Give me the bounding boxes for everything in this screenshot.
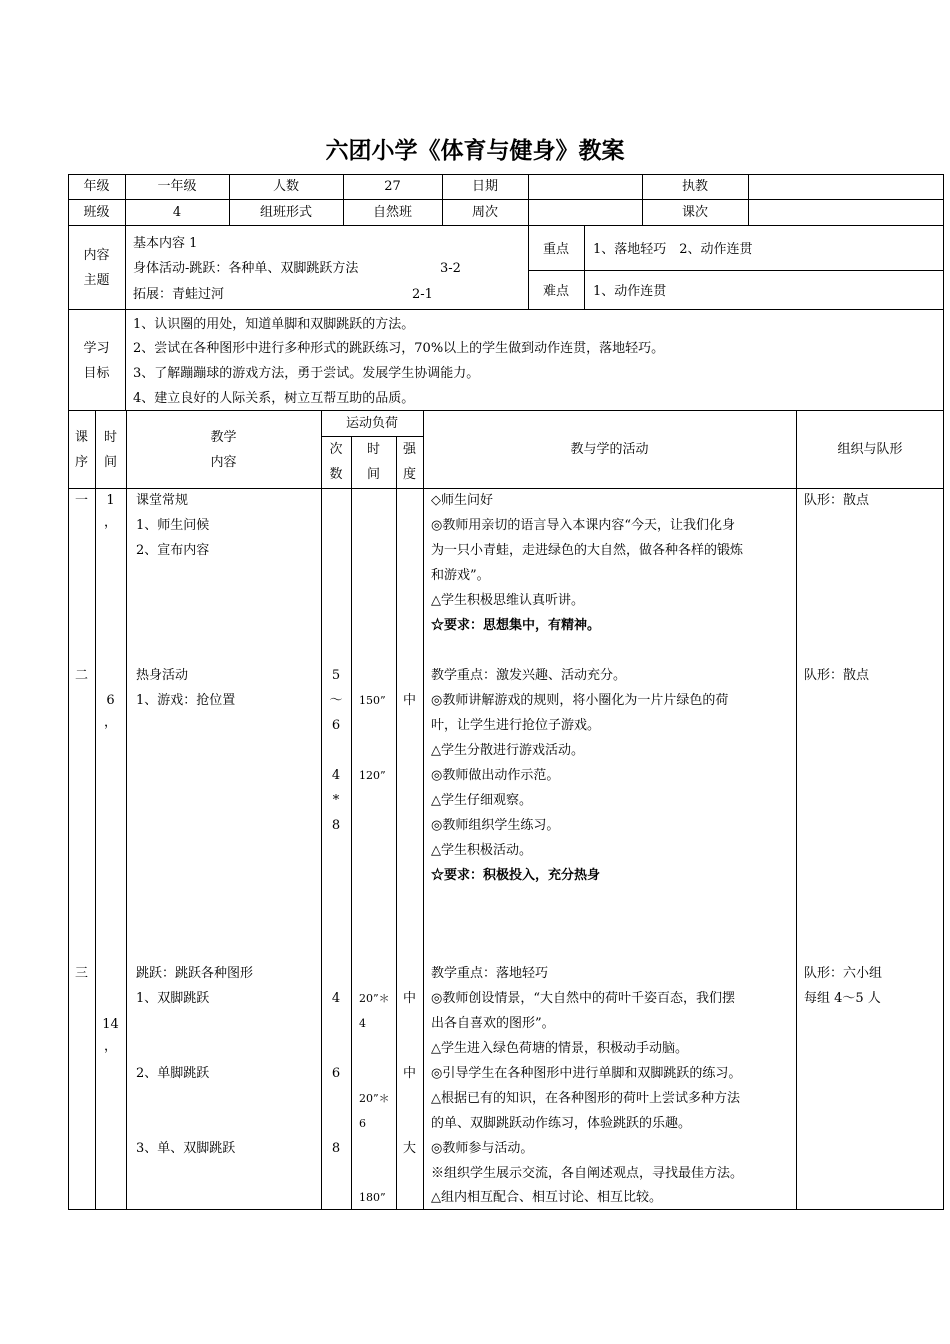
activity-line: ◎教师做出动作示范。 <box>431 768 560 783</box>
activity-line: ◎教师创设情景，“大自然中的荷叶千姿百态，我们摆 <box>431 991 735 1006</box>
section-time: ， <box>103 515 117 530</box>
count-value: 8 <box>331 1141 341 1156</box>
activity-line: 教学重点：激发兴趣、活动充分。 <box>431 668 627 683</box>
section-content: 跳跃：跳跃各种图形 <box>136 966 254 981</box>
goal-item: 4、建立良好的人际关系，树立互帮互助的品质。 <box>133 391 415 406</box>
requirement: ☆要求：思想集中，有精神。 <box>431 618 601 633</box>
activity-line: 为一只小青蛙，走进绿色的大自然，做各种各样的锻炼 <box>431 543 744 558</box>
count-value: 6 <box>331 718 341 733</box>
goal-item: 1、认识圈的用处，知道单脚和双脚跳跃的方法。 <box>133 317 415 332</box>
lesson-label: 课次 <box>681 205 708 220</box>
grade-label: 年级 <box>83 179 110 194</box>
rule <box>396 436 397 1210</box>
activity-line: △学生进入绿色荷塘的情景，积极动手动脑。 <box>431 1041 688 1056</box>
intensity-value: 中 <box>402 693 416 708</box>
header-load: 运动负荷 <box>345 416 398 431</box>
duration-value: 20”＊ <box>359 992 390 1005</box>
activity-line: 的单、双脚跳跃动作练习，体验跳跃的乐趣。 <box>431 1116 692 1131</box>
org-line: 队形：散点 <box>804 493 870 508</box>
lesson-plan-table <box>68 174 944 1210</box>
rule <box>584 225 585 309</box>
header-time: 间 <box>103 455 117 470</box>
difficulty-label: 难点 <box>542 284 569 299</box>
section-content: 1、双脚跳跃 <box>136 991 210 1006</box>
duration-value: 6 <box>359 1117 366 1130</box>
header-duration: 间 <box>366 467 380 482</box>
section-time: 6 <box>106 693 115 708</box>
section-content: 3、单、双脚跳跃 <box>136 1141 236 1156</box>
teacher-label: 执教 <box>681 179 708 194</box>
content-line: 基本内容 1 <box>133 236 198 251</box>
requirement: ☆要求：积极投入，充分热身 <box>431 868 601 883</box>
rule <box>351 436 352 1210</box>
week-label: 周次 <box>471 205 498 220</box>
rule <box>68 225 944 226</box>
header-duration: 时 <box>366 442 380 457</box>
section-seq: 二 <box>74 668 88 683</box>
goals-label: 学习 <box>83 341 110 356</box>
section-content: 热身活动 <box>136 668 189 683</box>
difficulty-value: 1、动作连贯 <box>593 284 667 299</box>
section-time: ， <box>103 1039 117 1054</box>
form-label: 组班形式 <box>259 205 312 220</box>
key-point-value: 1、落地轻巧 2、动作连贯 <box>593 242 753 257</box>
activity-line: ◎引导学生在各种图形中进行单脚和双脚跳跃的练习。 <box>431 1066 742 1081</box>
section-content: 课堂常规 <box>136 493 189 508</box>
content-code: 2-1 <box>412 287 433 302</box>
content-line: 拓展：青蛙过河 <box>133 287 225 302</box>
rule <box>68 174 69 1210</box>
activity-line: △学生仔细观察。 <box>431 793 532 808</box>
intensity-value: 中 <box>402 1066 416 1081</box>
activity-line: ※组织学生展示交流，各自阐述观点，寻找最佳方法。 <box>431 1166 744 1181</box>
header-times: 数 <box>329 467 343 482</box>
activity-line: 叶，让学生进行抢位子游戏。 <box>431 718 601 733</box>
activity-line: ◇师生问好 <box>431 493 493 508</box>
content-label: 内容 <box>83 248 110 263</box>
count-label: 人数 <box>272 179 299 194</box>
section-content: 1、师生问候 <box>136 518 210 533</box>
rule <box>943 174 944 1210</box>
count-value: 4 <box>331 768 341 783</box>
org-line: 队形：六小组 <box>804 966 883 981</box>
activity-line: △学生积极活动。 <box>431 843 532 858</box>
class-label: 班级 <box>83 205 110 220</box>
activity-line: ◎教师用亲切的语言导入本课内容“今天，让我们化身 <box>431 518 735 533</box>
count-value: ～ <box>329 693 343 708</box>
org-line: 每组 4～5 人 <box>804 991 881 1006</box>
duration-value: 120” <box>359 769 386 782</box>
header-seq: 课 <box>74 430 88 445</box>
rule <box>796 410 797 1210</box>
section-time: ， <box>103 715 117 730</box>
activity-line: ◎教师参与活动。 <box>431 1141 534 1156</box>
count-value: 27 <box>384 179 401 194</box>
grade-value: 一年级 <box>157 179 197 194</box>
activity-line: ◎教师组织学生练习。 <box>431 818 560 833</box>
intensity-value: 大 <box>402 1141 416 1156</box>
section-content: 2、宣布内容 <box>136 543 210 558</box>
count-value: 4 <box>331 991 341 1006</box>
rule <box>748 174 749 225</box>
header-time: 时 <box>103 430 117 445</box>
section-time: 1 <box>106 493 115 508</box>
duration-value: 150” <box>359 694 386 707</box>
header-seq: 序 <box>74 455 88 470</box>
header-times: 次 <box>329 442 343 457</box>
rule <box>68 309 944 310</box>
duration-value: 20”＊ <box>359 1092 390 1105</box>
rule <box>528 270 944 271</box>
rule <box>528 174 529 225</box>
content-code: 3-2 <box>440 261 461 276</box>
section-seq: 三 <box>74 966 88 981</box>
page-title: 六团小学《体育与健身》教案 <box>325 138 625 164</box>
count-value: 8 <box>331 818 341 833</box>
header-content: 内容 <box>210 455 237 470</box>
class-value: 4 <box>172 205 182 220</box>
rule <box>126 410 127 1210</box>
form-value: 自然班 <box>372 205 412 220</box>
activity-line: 教学重点：落地轻巧 <box>431 966 549 981</box>
activity-line: 和游戏”。 <box>431 568 490 583</box>
header-intensity: 强 <box>402 442 416 457</box>
rule <box>125 225 126 410</box>
date-label: 日期 <box>471 179 498 194</box>
goal-item: 2、尝试在各种图形中进行多种形式的跳跃练习，70%以上的学生做到动作连贯，落地轻巧。 <box>133 341 665 356</box>
activity-line: △组内相互配合、相互讨论、相互比较。 <box>431 1190 662 1205</box>
org-line: 队形：散点 <box>804 668 870 683</box>
intensity-value: 中 <box>402 991 416 1006</box>
goal-item: 3、了解蹦蹦球的游戏方法，勇于尝试。发展学生协调能力。 <box>133 366 480 381</box>
activity-line: ◎教师讲解游戏的规则，将小圈化为一片片绿色的荷 <box>431 693 729 708</box>
activity-line: △学生积极思维认真听讲。 <box>431 593 584 608</box>
section-time: 14 <box>102 1017 119 1032</box>
content-label: 主题 <box>83 273 110 288</box>
activity-line: 出各自喜欢的图形”。 <box>431 1016 555 1031</box>
count-value: 6 <box>331 1066 341 1081</box>
section-seq: 一 <box>74 493 88 508</box>
header-content: 教学 <box>210 430 237 445</box>
activity-line: △学生分散进行游戏活动。 <box>431 743 584 758</box>
activity-line: △根据已有的知识，在各种图形的荷叶上尝试多种方法 <box>431 1091 740 1106</box>
section-content: 2、单脚跳跃 <box>136 1066 210 1081</box>
section-content: 1、游戏：抢位置 <box>136 693 236 708</box>
duration-value: 180” <box>359 1191 386 1204</box>
header-activity: 教与学的活动 <box>570 442 649 457</box>
count-value: * <box>332 793 340 808</box>
header-org: 组织与队形 <box>837 442 903 457</box>
duration-value: 4 <box>359 1017 366 1030</box>
goals-label: 目标 <box>83 366 110 381</box>
count-value: 5 <box>331 668 341 683</box>
key-point-label: 重点 <box>542 242 569 257</box>
rule <box>423 410 424 1210</box>
header-intensity: 度 <box>402 467 416 482</box>
content-line: 身体活动-跳跃：各种单、双脚跳跃方法 <box>133 261 359 276</box>
